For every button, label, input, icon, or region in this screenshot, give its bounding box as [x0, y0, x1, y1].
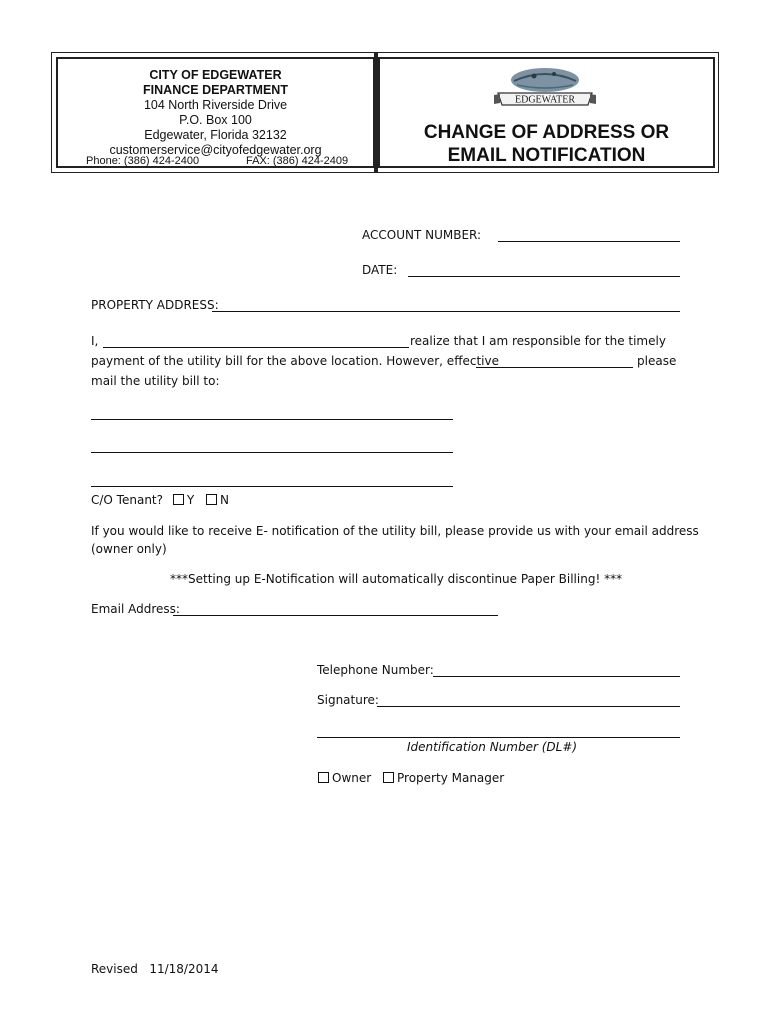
email-label: Email Address: — [91, 602, 180, 616]
edgewater-logo — [492, 63, 598, 111]
department-name: FINANCE DEPARTMENT — [143, 83, 288, 97]
mail-text: mail the utility bill to: — [91, 374, 220, 388]
effective-date-field[interactable] — [476, 367, 633, 368]
enotify-text-line2: (owner only) — [91, 542, 167, 556]
property-address-label: PROPERTY ADDRESS: — [91, 298, 219, 312]
title-panel — [378, 57, 715, 168]
payment-text: payment of the utility bill for the above location. However, effective — [91, 354, 499, 368]
logo-text: EDGEWATER — [515, 94, 575, 106]
signature-label: Signature: — [317, 693, 379, 707]
id-number-field[interactable] — [317, 737, 680, 738]
account-number-label: ACCOUNT NUMBER: — [362, 228, 482, 242]
telephone-field[interactable] — [433, 676, 680, 677]
form-title-line1: CHANGE OF ADDRESS OR — [423, 122, 670, 143]
mailing-address-line-1[interactable] — [91, 419, 453, 420]
property-manager-checkbox[interactable] — [383, 772, 394, 783]
po-box: P.O. Box 100 — [179, 113, 252, 127]
owner-label: Owner — [332, 771, 372, 785]
co-tenant-no-checkbox[interactable] — [206, 494, 217, 505]
signature-field[interactable] — [377, 706, 680, 707]
street-address: 104 North Riverside Drive — [143, 98, 288, 112]
id-number-label: Identification Number (DL#) — [407, 740, 578, 754]
property-manager-label: Property Manager — [397, 771, 505, 785]
revised-date: Revised 11/18/2014 — [91, 962, 219, 976]
form-title-line2: EMAIL NOTIFICATION — [447, 145, 646, 166]
name-field[interactable] — [103, 347, 409, 348]
enotify-text-line1: If you would like to receive E- notification of the utility bill, please provide us with your email address — [91, 524, 699, 538]
co-tenant-yes-label: Y — [186, 493, 195, 507]
contact-panel — [56, 57, 375, 168]
please-text: please — [637, 354, 677, 368]
property-address-field[interactable] — [212, 311, 680, 312]
co-tenant-no-label: N — [220, 493, 229, 507]
contact-email: customerservice@cityofedgewater.org — [109, 143, 322, 157]
fax-number: FAX: (386) 424-2409 — [246, 155, 349, 167]
owner-checkbox[interactable] — [318, 772, 329, 783]
date-label: DATE: — [362, 263, 398, 277]
city-name: CITY OF EDGEWATER — [149, 68, 282, 82]
phone-number: Phone: (386) 424-2400 — [86, 155, 200, 167]
account-number-field[interactable] — [498, 241, 680, 242]
header-box — [51, 52, 719, 173]
city-state-zip: Edgewater, Florida 32132 — [144, 128, 287, 142]
email-field[interactable] — [173, 615, 498, 616]
paper-billing-warning: ***Setting up E-Notification will automatically discontinue Paper Billing! *** — [170, 572, 623, 586]
telephone-label: Telephone Number: — [317, 663, 434, 677]
phone-fax-line — [58, 154, 373, 168]
co-tenant-label: C/O Tenant? — [91, 493, 163, 507]
responsible-text: realize that I am responsible for the timely — [410, 334, 666, 348]
co-tenant-yes-checkbox[interactable] — [173, 494, 184, 505]
mailing-address-line-2[interactable] — [91, 452, 453, 453]
date-field[interactable] — [408, 276, 680, 277]
form-title — [380, 121, 713, 167]
mailing-address-line-3[interactable] — [91, 486, 453, 487]
role-row — [316, 771, 504, 785]
co-tenant-row — [91, 493, 229, 507]
i-prefix: I, — [91, 334, 99, 348]
